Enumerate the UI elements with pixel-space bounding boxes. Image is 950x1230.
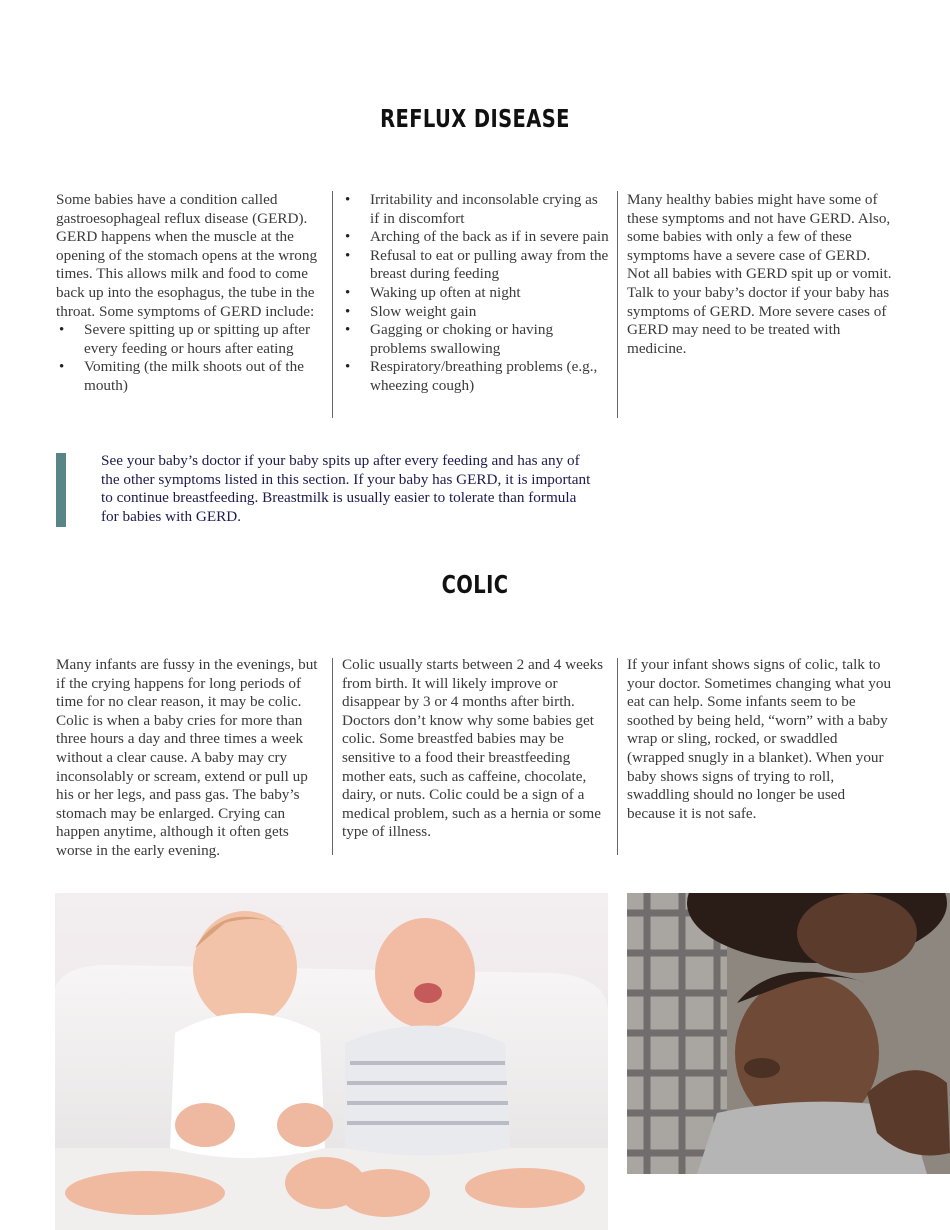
column-divider: [332, 191, 333, 418]
colic-definition: Many infants are fussy in the evenings, but if the crying happens for long periods of time for no clear reason, it may be colic. Colic is when a baby cries for more than three hours a day and three times a week without a clear cause. A baby may cry inconsolably or scream, extend or pull up his or her legs, and pass gas. The baby’s stomach may be enlarged. Crying can happen anytime, although it often gets worse in the early evening.: [56, 656, 318, 859]
column-divider: [617, 658, 618, 855]
colic-advice: If your infant shows signs of colic, talk to your doctor. Sometimes changing what you eat can help. Some infants seem to be soothed by being held, “worn” with a baby wrap or sling, rocked, or swaddled (wrapped snugly in a blanket). When your baby shows signs of trying to roll, swaddling should no longer be used because it is not safe.: [627, 656, 892, 822]
reflux-intro: Some babies have a condition called gastroesophageal reflux disease (GERD). GERD happens when the muscle at the opening of the stomach opens at the wrong times. This allows milk and food to come back up into the esophagus, the tube in the throat. Some symptoms of GERD include:: [56, 191, 318, 320]
colic-causes: Colic usually starts between 2 and 4 weeks from birth. It will likely improve or disappear by 3 or 4 months after birth. Doctors don’t know why some babies get colic. Some breastfed babies may be sensitive to a food their breastfeeding mother eats, such as caffeine, chocolate, dairy, or nuts. Colic could be a sign of a medical problem, such as a hernia or some type of illness.: [342, 656, 604, 841]
list-item: • Respiratory/breathing problems (e.g., wheezing cough): [342, 358, 610, 395]
list-item: • Gagging or choking or having problems swallowing: [342, 321, 610, 358]
reflux-symptom-list-1: [56, 321, 326, 395]
reflux-column-3: [627, 191, 895, 358]
reflux-column-1: [56, 191, 326, 396]
photo-parent-hugging-baby: [627, 893, 950, 1174]
list-item: • Irritability and inconsolable crying as if in discomfort: [342, 191, 610, 228]
photo-two-babies: [55, 893, 608, 1230]
list-item: • Waking up often at night: [342, 284, 610, 303]
reflux-heading: REFLUX DISEASE: [380, 104, 570, 133]
callout-accent-bar: [56, 453, 66, 527]
list-item: • Slow weight gain: [342, 303, 610, 322]
list-item: • Refusal to eat or pulling away from the breast during feeding: [342, 247, 610, 284]
colic-column-2: [342, 656, 610, 842]
list-item: • Vomiting (the milk shoots out of the mouth): [56, 358, 326, 395]
column-divider: [617, 191, 618, 418]
reflux-note: Many healthy babies might have some of these symptoms and not have GERD. Also, some babies with only a few of these symptoms have a severe case of GERD. Not all babies with GERD spit up or vomit. Talk to your baby’s doctor if your baby has symptoms of GERD. More severe cases of GERD may need to be treated with medicine.: [627, 191, 892, 357]
colic-column-3: [627, 656, 895, 823]
list-item: • Arching of the back as if in severe pain: [342, 228, 610, 247]
reflux-symptom-list-2: [342, 191, 610, 396]
colic-column-1: [56, 656, 328, 861]
reflux-column-2: [342, 191, 610, 396]
doctor-callout: See your baby’s doctor if your baby spits up after every feeding and has any of the other symptoms listed in this section. If your baby has GERD, it is important to continue breastfeeding. Breastmilk is usually easier to tolerate than formula for babies with GERD.: [101, 452, 591, 525]
column-divider: [332, 658, 333, 855]
colic-heading: COLIC: [441, 570, 509, 599]
list-item: • Severe spitting up or spitting up after every feeding or hours after eating: [56, 321, 326, 358]
